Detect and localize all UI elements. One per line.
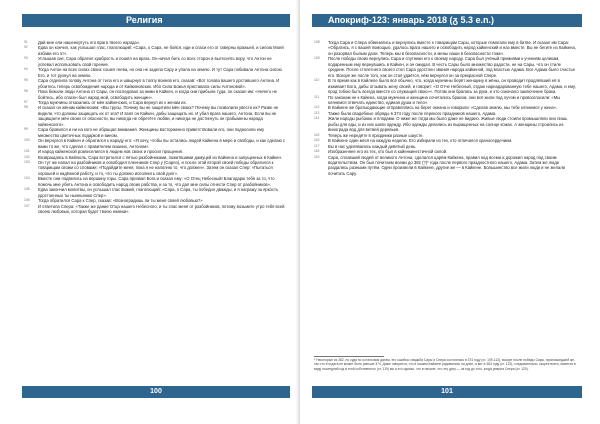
verse-number: 103 <box>24 159 30 164</box>
verse-text: Тогда мужчины отказались от мён кайкенских, и Сара вернул их к женам их. <box>38 99 187 105</box>
verse-text: По законам не к Кайена, когда мужчина и женщина сочетались браком, они всё жили под лучом и провозгласили: «Мы клянемся отвечать единство, единая душа и тело». <box>328 94 561 105</box>
verse-number: 95 <box>24 78 28 83</box>
verse-text: Тогда Антон на всех силах своих сошел гнева, но она не задела Сару и упала на землю. И тут Сара побивала Антона силою Его, и тот рухнул на землю. <box>38 67 282 78</box>
verse-number: 104 <box>24 176 30 181</box>
verse-number: 99 <box>24 127 28 132</box>
verse-text: Он тут же напал на разбойников и освободил пленников Спер у (Сарло), и после этой второй своей победы обратился к товарищам своим со словами: «Подойдите меня, пока я не наполню то, что должен». Затем он сказал Спер: «Пытаться хорошей и надёжной работу, и то, что ты должно исполнить свой долг». <box>38 159 274 176</box>
verse-text: Сара бровился и ни на кого не обращал внимания. Женщины восторженно приветствовали его, они подносили ему множество цветочных подарков и вином. <box>38 127 265 138</box>
verse-text: Тогда обратился Сара к Спер, сказав: «Вознаградишь ли ты меня своей любовью?» <box>38 198 203 204</box>
verse-text: Теперь же нередёте в праздники разные шаусте. <box>328 132 424 138</box>
verse <box>24 78 286 89</box>
verse <box>24 45 286 56</box>
verse-text: И сказал он жёнам кайкенским: «Вы трусы. Почему вы не защитили мён своих? Почему вы позволили увести их? Разве не видели, что должны защищать их от зла? И взял он Кайкен, дабы защищать их. И убил врага нашего, Антона. Если вы не защищаете мён своих от опасности, вы никогда не обретёте любви, и никогда не достигнуть он грабымены народа кайкенского». <box>38 105 279 127</box>
verse-number: 107 <box>24 203 30 208</box>
verse-number: 101 <box>24 149 30 154</box>
verse-text: Пока бежали люди Антона от Сары, он последовал за ними в Кайкен, и когда они прибыли туда, он сказал им: «Ничего не бойтесь, ибо спасен был народ мой, освободить женщин». <box>38 89 277 100</box>
verse-text: В Кайкене же братьюдающие отправлялись на берег океана и говорили: «Сделав землю, мы тебе клянемся у жена». <box>328 105 558 111</box>
verse-number: 96 <box>24 89 28 94</box>
verse <box>314 40 578 56</box>
verse-number: 105 <box>24 187 30 192</box>
verse-text: Сара, сплавший людей от великого Антона, сделался царём Кайкена, правил над всеми и дорожил народ под своим водительством. Он был почитаем всеми до 382 (?)* года после первого праздностного нашего, Адама. Затем же люди раздались разными путём. Одни произвели в Кайкене, другие же — в Кайкене. Большинство все жили люди и не желали почитать Сару. <box>328 154 566 176</box>
verse-text: Едва он кончил, как услышал глас, глаголющий: «Сара, о Сара, не бойся, иди и спаси его от скверны вражьей, и силою Моей избави его от». <box>38 45 284 56</box>
right-page <box>300 0 600 424</box>
verse-text: Сара отделила голову Антона от тела его и швырнул в толпу воинов его, сказав: «Вот голова вашего доставшего Антона. И убоитесь теперь освобождения народа и от Кайкиновских. Ибо Сила Божья приставала силы Антоновой». <box>38 78 280 89</box>
verse-text: И ответила Спера: «Также же дание Отца нашего Небесного, и ты спас меня от разбойников, потому возьмите утро тебя всей своею любовью, которая будет твоею навеки». <box>38 203 285 215</box>
verse-number: 100 <box>24 138 30 143</box>
verse <box>24 127 286 138</box>
verse <box>314 155 578 177</box>
verse-text: Тогда Сара и Спера обвенились и вернулись вместе к товарищам Сары, которые помогали ему в битве. И сказал им Сара: «Обратись, я с вашей помощью, удалось врага нашего и освободить народ кайкенский и наз вместе. Вы не бегите из Кайкена, он разорвал былым дали. Теперь мы в безопасности, и мены наши в безопасности тоже». <box>328 40 576 56</box>
verse <box>314 78 578 94</box>
verse-text: Изобразеннее его из тех, кто был в кайенкинестичной силой. <box>328 149 448 155</box>
verse-text: Услышав сие, Сара обратил храбрость и пошёл на врага. Он начал бить со всех сторон и вытеснять вору, что Антон не успевал использовать свой горение. <box>38 56 272 67</box>
verse-text: Жили народы рыбоюю и плодами. О ниже же тогда мы было даже не видано. Живые люди стоили промышляли они лишь рыбы для еды, и из них шили одежду. Ибо одежды делались из выращенных на солнце кожах. А женщины строились из винограда вод для ветвей деревьев. <box>328 116 568 133</box>
verse-text: Едва закончил молитвы, он услышал глас Божий, глаголющий: «Сара, о Сара, ты победил дважды, и я награжу за яркость удостоенных ты нынешнюю Спер». <box>38 187 279 198</box>
verse-number: 111 <box>314 94 320 99</box>
footnote-divider <box>314 356 384 357</box>
verse <box>314 116 578 132</box>
verse-number: 94 <box>24 67 28 72</box>
verse-number: 93 <box>24 56 28 61</box>
verse-number: 110 <box>314 78 320 83</box>
verse-text: И народ кайкенской розвеселился в людем нов своих и просил прощения. <box>38 149 184 155</box>
verse <box>314 56 578 78</box>
verse <box>24 176 286 187</box>
verse-text: Дай мне ели нашенертуть его врага твоего народа». <box>38 40 141 45</box>
section-header: Религия <box>22 14 290 27</box>
verse-text: Также были свадебные обряды в 374 году после перекого праздников нашего, Адама. <box>328 110 497 116</box>
verse <box>24 89 286 100</box>
verse-number: 112 <box>314 105 320 110</box>
verse <box>24 204 286 215</box>
verse-text: Возвращаясь в Кайлюль, Сара встретился с пятью разбойниками, пожитвшими дамуцей из Кайкена и запущенных в Кайкен. <box>38 154 282 160</box>
page-number: 100 <box>22 386 290 398</box>
verse-number: 116 <box>314 138 320 143</box>
verse <box>24 160 286 176</box>
verse-text: После победы своих вернулись Сара и спутники его к своему народу. Сара был учёный премиями к учениям целикам, подаренным ему вернувшись в Кайкен, и он ожидал. В честь Сары было множество радости, не на Сары, что он стиле средине. После столетнего своего стол Сара удостоен звания народа кайкеной, под властью Адама. Все Адама было счастье его. Вскоре же после того, как он стал удаётся, нём вернулся он за прекрасной Спере. <box>328 56 575 78</box>
verse-number: 119 <box>314 154 320 159</box>
verse-text: В то время как в Кайлеле было всё обычно, что, когда мужчины берёт женщину в жёны, он проводит продлёвший её в изживает Бога, дабы отзывать жену своей, и говорит: «О Отче Небесный, отдаю нарнадарованную тебе нашего, Адама, и ему, прод тобою быть всегда вместе со служащей свою»». Потом они брались за руки, и это означало заключение брака. <box>328 78 576 95</box>
verse-number: 109 <box>314 56 320 61</box>
footnote: * Некоторые из 382, но судя по остальным датам, это ошибка: свадьба Сары и Спера состоялась в 374 году (ст. 109-113), вскоре после победы Сары, произошедшей же, так что эта дата не может быть раньше 374. Даже говорится, что в нашем Кайкене радовались на длее, а вот в 383 году (ст. 123), следовательно, скорее всего, имеется в виду последний год в этой собственного (ст. 119) вы и это однако, что в начале, что эту дату — за год до того, когда умерла Спера (ст. 120). <box>314 358 576 371</box>
section-header: Апокриф-123: январь 2018 (ᵹ 5.3 e.n.) <box>312 14 582 27</box>
verse <box>314 95 578 106</box>
verse <box>24 56 286 67</box>
verse-text: Вместе они подвелись на вершину горы. Сара призвал Бога и сказал ему: «О Отец Небесный! Благодарю тебя за то, что помочь мне убить Антона и освободить народ своих рабства, и за то, что дал мне силы отнести Спер от разбойников». <box>38 176 275 187</box>
verse <box>24 67 286 78</box>
verse-text: В Кайкене один меся на каждую неделю. Его избирали из тех, кто отличался храносердечием. <box>328 138 513 144</box>
verse-number: 108 <box>314 40 320 44</box>
verse-number: 98 <box>24 105 28 110</box>
verse-number: 102 <box>24 154 30 159</box>
verse <box>24 187 286 198</box>
verse-number: 113 <box>314 110 320 115</box>
verse-number: 92 <box>24 45 28 50</box>
verse-number: 91 <box>24 40 28 44</box>
page-number: 101 <box>312 386 582 398</box>
verse-text: Он вернулся в Кайкен и обратился к народу его: «Я хочу, чтобы вы остались людей Кайкена в мере и свободы, и как сделаю с вами то же, что сделал с правителем лишних, Антоном». <box>38 138 286 149</box>
verse-list <box>314 40 578 176</box>
verse-number: 118 <box>314 149 320 154</box>
verse <box>24 138 286 149</box>
verse-number: 97 <box>24 99 28 104</box>
verse-number: 117 <box>314 143 320 148</box>
verse-list <box>24 40 286 215</box>
verse <box>24 105 286 127</box>
verse-number: 115 <box>314 132 320 137</box>
verse-number: 106 <box>24 198 30 203</box>
verse-number: 114 <box>314 116 320 121</box>
verse-text: Вы в нас уделявались каждый девятый день. <box>328 143 417 149</box>
